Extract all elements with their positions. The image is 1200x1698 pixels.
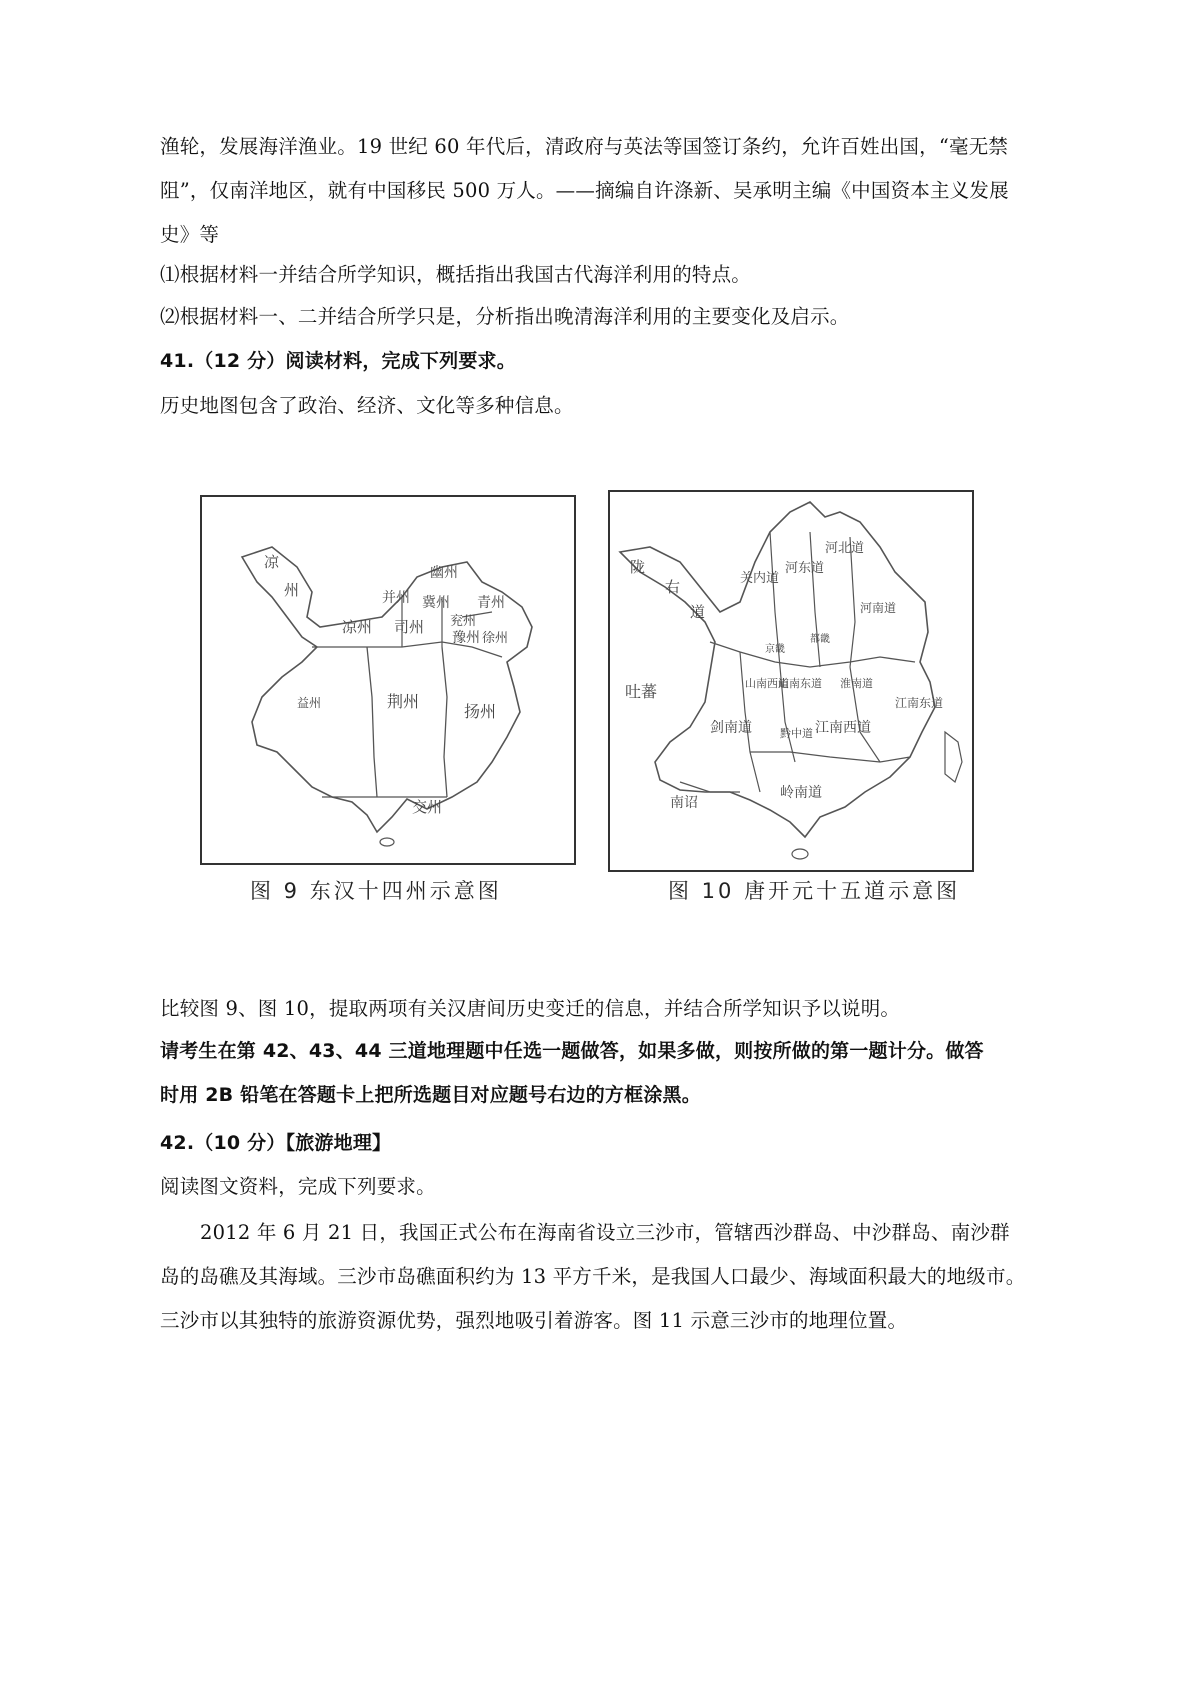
map9-label: 兖州 [450,614,477,629]
map10-label: 道 [690,603,706,621]
map10-label: 河东道 [785,561,825,576]
paragraph-line: 渔轮，发展海洋渔业。19 世纪 60 年代后，清政府与英法等国签订条约，允许百姓出国，“毫无禁 [160,135,1009,158]
question-part: ⑵根据材料一、二并结合所学只是，分析指出晚清海洋利用的主要变化及启示。 [160,305,850,328]
paragraph-line: 2012 年 6 月 21 日，我国正式公布在海南省设立三沙市，管辖西沙群岛、中沙群岛、南沙群 [200,1221,1010,1244]
instruction-line: 时用 2B 铅笔在答题卡上把所选题目对应题号右边的方框涂黑。 [160,1084,701,1106]
map10-label: 江南西道 [815,720,871,736]
paragraph-line: 三沙市以其独特的旅游资源优势，强烈地吸引着游客。图 11 示意三沙市的地理位置。 [160,1309,908,1332]
map10-label: 京畿 [765,644,785,655]
paragraph-line: 史》等 [160,223,220,246]
map10-label: 陇 [630,558,646,576]
map9-label: 凉州 [342,618,373,636]
map9-label: 冀州 [422,595,450,611]
map9-label: 司州 [394,618,425,636]
map10-label: 江南东道 [895,696,944,710]
map9-label: 青州 [477,595,505,611]
map-9-caption: 图 9 东汉十四州示意图 [250,879,502,903]
map-10-drawing [610,492,972,870]
map9-label: 益州 [297,696,322,710]
map-9-drawing [202,497,574,863]
map10-label: 南诏 [670,795,698,811]
question-part: ⑴根据材料一并结合所学知识，概括指出我国古代海洋利用的特点。 [160,263,752,286]
map10-label: 都畿 [810,634,830,645]
map9-label: 凉 [264,553,280,571]
map10-label: 剑南道 [710,720,752,736]
map10-label: 河北道 [825,541,865,556]
question-41-intro: 历史地图包含了政治、经济、文化等多种信息。 [160,394,574,417]
question-42-intro: 阅读图文资料，完成下列要求。 [160,1175,436,1198]
map-9-eastern-han [200,495,576,865]
question-42-title: 42.（10 分）【旅游地理】 [160,1132,392,1154]
instruction-line: 请考生在第 42、43、44 三道地理题中任选一题做答，如果多做，则按所做的第一题计分。做答 [160,1040,984,1062]
map9-label: 豫州 [452,630,480,646]
map-10-caption: 图 10 唐开元十五道示意图 [668,879,961,903]
paragraph-line: 阻”，仅南洋地区，就有中国移民 500 万人。——摘编自许涤新、吴承明主编《中国资本主义发展 [160,179,1009,202]
map10-label: 关内道 [740,571,780,586]
map9-label: 并州 [382,590,410,606]
map9-label: 扬州 [464,702,497,721]
map10-label: 岭南道 [780,785,822,801]
map9-label: 幽州 [430,565,458,581]
map10-label: 右 [665,578,681,596]
map9-label: 荆州 [387,692,420,711]
historical-maps [190,455,1060,975]
question-41-title: 41.（12 分）阅读材料，完成下列要求。 [160,350,516,372]
paragraph-line: 岛的岛礁及其海域。三沙市岛礁面积约为 13 平方千米，是我国人口最少、海域面积最大的地级市。 [160,1265,1026,1288]
map10-label: 山南西道 [745,677,789,690]
map9-label: 徐州 [482,631,509,646]
map10-label: 吐蕃 [625,682,658,701]
map10-label: 山南东道 [778,677,822,690]
map9-label: 州 [284,581,300,599]
map10-label: 黔中道 [780,727,813,740]
map10-label: 河南道 [860,601,897,615]
question-41-task: 比较图 9、图 10，提取两项有关汉唐间历史变迁的信息，并结合所学知识予以说明。 [160,997,901,1020]
map10-label: 淮南道 [840,677,873,690]
map9-label: 交州 [412,798,443,816]
map-10-tang [608,490,974,872]
